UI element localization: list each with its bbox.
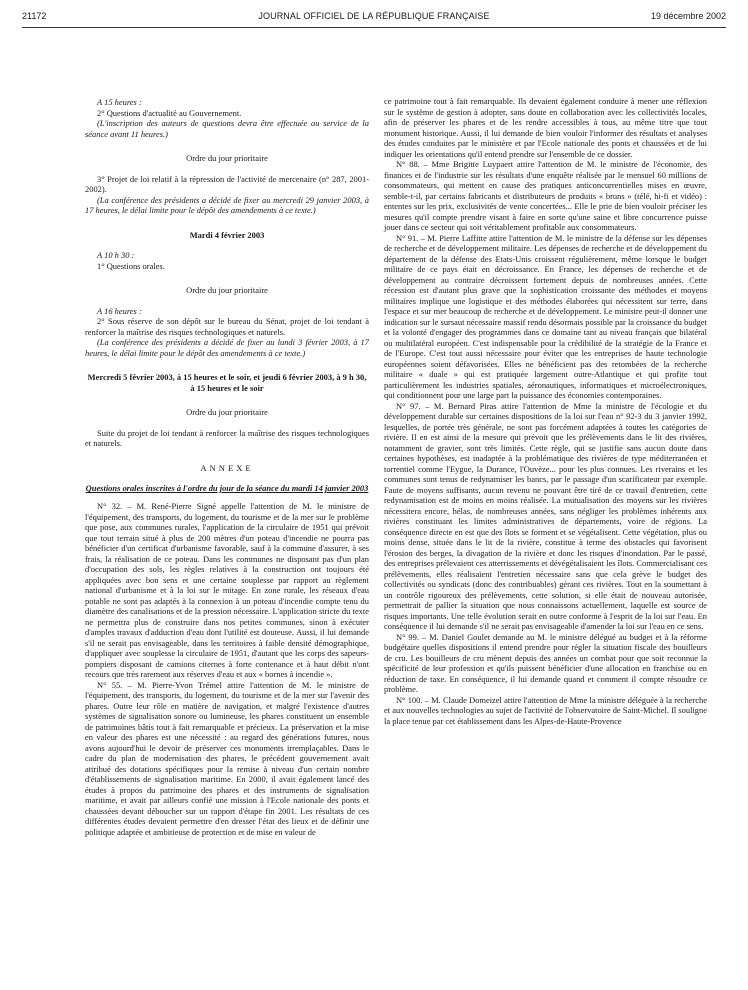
priority-heading: Ordre du jour prioritaire [186, 407, 268, 417]
header-rule [22, 27, 726, 28]
priority-heading: Ordre du jour prioritaire [186, 153, 268, 163]
question-99: N° 99. – M. Daniel Goulet demande au M. le ministre délégué au budget et à la réforme budgétaire quelles dispositions il entend prendre pour régler la situation fiscale des bouilleurs de cru. Les bouilleurs de cru mènent depuis des années un combat pour que soit reconnue la spécificité de leur profession et qu'ils puissent bénéficier d'une allocation en franchise ou en réduction de taxe. En conséquence, il lui demande quand et comment il compte résoudre ce problème. [384, 631, 707, 694]
annexe-heading: ANNEXE [200, 462, 254, 473]
agenda-note: (La conférence des présidents a décidé de fixer au lundi 3 février 2003, à 17 heures, le délai limite pour le dépôt des amendements à ce texte.) [85, 337, 369, 358]
questions-title: Questions orales inscrites à l'ordre du jour de la séance du mardi 14 janvier 2003 [85, 483, 369, 493]
question-91: N° 91. – M. Pierre Laffitte attire l'attention de M. le ministre de la défense sur les dépenses de recherche et de développement militaire. Les dépenses de recherche et de développement du département de la défense des Etats-Unis croissent régulièrement, même lorsque le budget militaire de ce pays était en décroissance. En France, les dépenses de recherche et de développement au contraire décroissent fortement depuis de nombreuses années. Cette récession est d'autant plus grave que la sophistication croissante des méthodes et moyens militaires implique une logistique et des méthodes élaborées qui nécessitent sur terre, dans l'espace et sur mer beaucoup de recherche et de développement. Le ministre peut-il donner une indication sur le sursaut nécessaire massif rendu désormais possible par la croissance du budget et la volonté d'engager des programmes dans ce domaine tant au niveau français que bilatéral ou multilatéral européen. C'est indispensable pour la crédibilité de la stratégie de la France et de l'Europe. C'est tout aussi nécessaire pour éviter que les entreprises de haute technologie européennes soient défavorisées. Elles ne bénéficient pas des retombées de la recherche militaire « duale » qui est pratiquée largement outre-Atlantique et qui profite tout particulièrement les industries spatiales, aéronautiques, informatiques et microélectroniques, qui conditionnent pour une large part la puissance des économies contemporaines. [384, 232, 707, 400]
agenda-item: 3° Projet de loi relatif à la répression de l'activité de mercenaire (n° 287, 2001-2002). [85, 173, 369, 194]
question-55: N° 55. – M. Pierre-Yvon Trémel attire l'attention de M. le ministre de l'équipement, des transports, du logement, du tourisme et de la mer sur l'avenir des phares. Outre leur rôle en matière de navigation, et malgré l'existence d'autres systèmes de signalisation sonore ou lumineuse, les phares constituent un ensemble de patrimoines bâtis tout à fait remarquable et précieux. La préservation et la mise en valeur des phares est une nécessité : au regard des générations futures, nous avons aujourd'hui le devoir de préserver ces monuments irremplaçables. Dans le cadre du plan de modernisation des phares, le précédent gouvernement avait attribué des dotations spécifiques pour la remise à niveau d'un certain nombre d'établissements de signalisation maritime. En 2000, il avait également lancé des études à propos du patrimoine des phares et des instruments de signalisation maritime, et avait par ailleurs confié une mission à l'Ecole nationale des ponts et chaussées devant déboucher sur un rapport d'étape fin 2001. Les résultats de ces différentes études devaient permettre d'en dresser l'état des lieux et de définir une politique adaptée et ambitieuse de protection et de mise en valeur de [85, 679, 369, 837]
priority-heading: Ordre du jour prioritaire [186, 285, 268, 295]
agenda-item: 2° Sous réserve de son dépôt sur le bureau du Sénat, projet de loi tendant à renforcer la maîtrise des risques technologiques et naturels. [85, 316, 369, 337]
session-date: Mercredi 5 février 2003, à 15 heures et le soir, et jeudi 6 février 2003, à 9 h 30, à 15 heures et le soir [87, 372, 367, 393]
agenda-item: 2° Questions d'actualité au Gouvernement. [97, 107, 242, 118]
question-100: N° 100. – M. Claude Domeizel attire l'attention de Mme la ministre déléguée à la recherche et aux nouvelles technologies au sujet de l'activité de l'observatoire de Saint-Michel. Il souligne la place tenue par cet établissement dans les Alpes-de-Haute-Provence [384, 694, 707, 726]
session-date: Mardi 4 février 2003 [189, 229, 265, 240]
agenda-item: 1° Questions orales. [97, 260, 165, 271]
time-slot: A 15 heures : [97, 97, 142, 107]
agenda-item: Suite du projet de loi tendant à renforcer la maîtrise des risques technologiques et naturels. [85, 427, 369, 448]
page-number: 21172 [22, 11, 47, 21]
left-column [85, 97, 369, 837]
question-55-continued: ce patrimoine tout à fait remarquable. Ils devaient également conduire à mener une réflexion sur le système de gestion à adopter, sans doute en collaboration avec les collectivités locales, afin de préserver les phares et de les rendre accessibles à tous, au même titre que tout monument historique. Aussi, il lui demande de bien vouloir l'informer des résultats et analyses des études conduites par le ministère et par l'Ecole nationale des ponts et chaussées et de lui indiquer les orientations qu'il entend prendre sur l'ensemble de ce dossier. [384, 96, 707, 159]
journal-title: JOURNAL OFFICIEL DE LA RÉPUBLIQUE FRANÇAISE [258, 11, 490, 21]
time-slot: A 16 heures : [97, 305, 142, 316]
page-header [22, 11, 726, 25]
question-88: N° 88. – Mme Brigitte Luypaert attire l'attention de M. le ministre de l'économie, des finances et de l'industrie sur les résultats d'une enquête réalisée par le mensuel 60 millions de consommateurs, qui mettent en cause des pratiques anticoncurrentielles mises en œuvre, semble-t-il, par certains fabricants et distributeurs de produits « bruns » (télé, hi-fi et vidéo) : ententes sur les prix, exclusivités de vente concertées... Elle le prie de bien vouloir préciser les mesures qu'il compte prendre visant à faire en sorte qu'une saine et libre concurrence puisse jouer dans ce secteur qui soit véritablement profitable aux consommateurs. [384, 159, 707, 232]
question-97: N° 97. – M. Bernard Piras attire l'attention de Mme la ministre de l'écologie et du développement durable sur certaines dispositions de la loi sur l'eau n° 92-3 du 3 janvier 1992, lesquelles, de portée très générale, ne sont pas forcément adaptées à toutes les catégories de rivière. Il en est ainsi de la mesure qui prévoit que les prélèvements dans le lit des rivières, notamment de gravier, sont très limités. Cette règle, qui se justifie sans aucun doute dans certaines hypothèses, est inadaptée à la problématique des rivières de type méditerranéen et torrentiel comme l'Eygue, la Durance, l'Ouvèze... pour les plus connues. Les riverains et les communes sont tenus de redynamiser les bancs, par le passage d'un scarificateur par exemple. Faute de moyens suffisants, aucun revenu ne pouvant être tiré de ce travail d'entretien, cette redynamisation est de moins en moins réalisée. La mutualisation des moyens sur les rivières nécessitera encore, hélas, de nombreuses années, sans négliger les problèmes inhérents aux rivières constituant les limites administratives de départements, voire de régions. La conséquence directe en est que des îlots se forment et se végétalisent. Cette végétation, plus ou moins dense, située dans le lit de la rivière, constitue à terme des obstacles qui favorisent l'érosion des berges, la divagation de la rivière et donc les risques d'inondation. Par le passé, des entreprises prélevaient ces atterrissements et dévégétalisaient les îlots. Commercialisant ces prélèvements, elles réalisaient l'entretien nécessaire sans que cela grève le budget des collectivités ou syndicats (donc des contribuables) gérant ces rivières. Tout en la soumettant à un contrôle rigoureux des prélèvements, cette solution, si elle était de nouveau autorisée, permettrait de pallier la situation que nous connaissons actuellement, laquelle est source de risques importants. Une telle évolution serait en outre conforme à l'esprit de la loi sur l'eau. En conséquence il lui demande s'il ne serait pas envisageable d'amender la loi sur l'eau en ce sens. [384, 400, 707, 631]
agenda-note: (L'inscription des auteurs de questions devra être effectuée au service de la séance avant 11 heures.) [85, 118, 369, 139]
agenda-note: (La conférence des présidents a décidé de fixer au mercredi 29 janvier 2003, à 17 heures, le délai limite pour le dépôt des amendements à ce texte.) [85, 194, 369, 215]
issue-date: 19 décembre 2002 [650, 11, 726, 21]
right-column [384, 96, 707, 726]
time-slot: A 10 h 30 : [97, 250, 135, 260]
question-32: N° 32. – M. René-Pierre Signé appelle l'attention de M. le ministre de l'équipement, des transports, du logement, du tourisme et de la mer sur le problème que pose, aux communes rurales, l'application de la circulaire de 1951 qui prévoit que tout terrain situé à plus de 200 mètres d'un poteau d'incendie ne pourra pas bénéficier d'un certificat d'urbanisme favorable, sauf à la commune d'assurer, à ses frais, la réalisation de ce poteau. Dans les communes ne disposant pas d'un plan d'occupation des sols, les règles relatives à la construction ont toujours été appliquées avec bon sens et une certaine souplesse par rapport au règlement national d'urbanisme et à la loi sur le mitage. En zone rurale, les réseaux d'eau potable ne sont pas adaptés à la connexion à un poteau d'incendie compte tenu du diamètre des canalisations et de la pression nécessaire. L'application stricte du texte ne permettra plus de construire dans nos petites communes, sinon à exécuter d'amples travaux d'adduction d'eau dont l'utilité est douteuse. Aussi, il lui demande s'il ne serait pas envisageable, dans les territoires à faible densité démographique, d'appliquer avec souplesse la circulaire de 1951, d'autant que les corps des sapeurs-pompiers disposant de camions citernes à forte contenance et à haut débit n'ont recours que très rarement aux réserves d'eau et aux « bornes à incendie ». [85, 501, 369, 679]
